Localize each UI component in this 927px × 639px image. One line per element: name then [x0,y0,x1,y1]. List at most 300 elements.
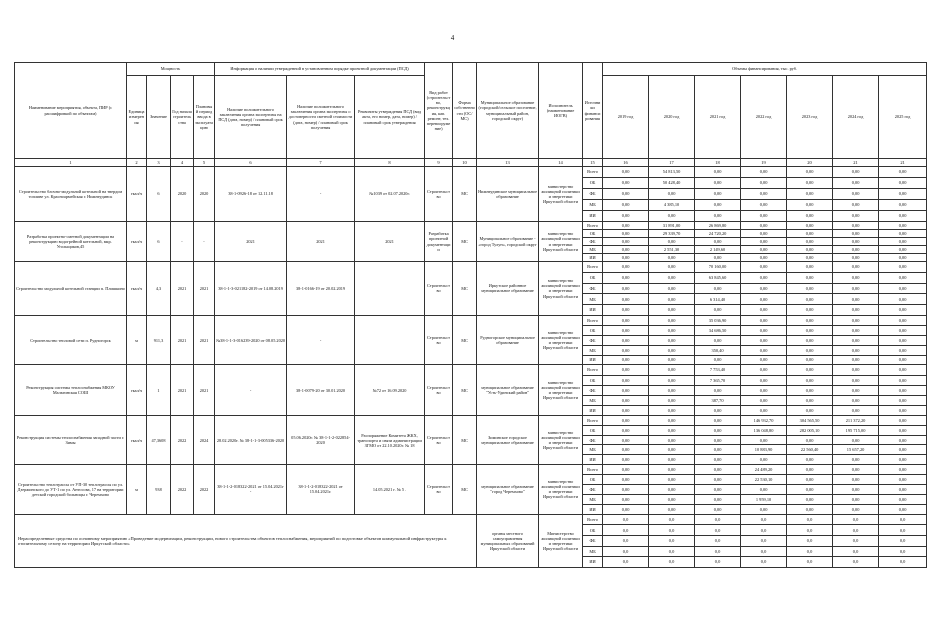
expertise: - [215,365,287,416]
funding-source: МБ [583,246,603,254]
funding-amount: 0,00 [879,230,927,238]
funding-amount: 0,00 [741,355,787,365]
capacity-value: 911,3 [147,315,171,364]
funding-amount: 0,00 [741,246,787,254]
funding-amount: 0,00 [695,484,741,494]
funding-amount: 0,00 [787,325,833,335]
header-approval: Реквизиты утверждения ПСД (вид акта, его номер, дата, номер) / плановый срок утверждения [355,76,425,159]
project-name: Реконструкция системы теплоснабжения западной части г. Зимы [15,416,127,464]
funding-amount: 0,0 [649,536,695,547]
funding-amount: 0,0 [741,514,787,525]
funding-amount: 0,00 [879,396,927,406]
column-number: 14 [539,159,583,167]
approval [355,315,425,364]
funding-amount: 0,00 [603,406,649,416]
funding-amount: 0,0 [879,546,927,557]
funding-amount: 0,0 [787,514,833,525]
municipality: органы местного самоуправления муниципальных образований Иркутской области [477,514,539,567]
funding-source: ФБ [583,335,603,345]
funding-amount: 0,00 [649,211,695,222]
capacity-value: 6 [147,167,171,222]
funding-amount: 15 657,20 [833,445,879,455]
funding-source: Всего [583,365,603,375]
funding-amount: 0,00 [603,464,649,474]
start-year: 2022 [171,464,194,514]
column-number: 15 [583,159,603,167]
funding-amount: 0,00 [741,211,787,222]
funding-amount: 0,00 [603,294,649,305]
reliability: - [287,315,355,364]
funding-source: Всего [583,416,603,426]
reliability: 38-1-1-2-018322-2021 от 15.04.2021г. [287,464,355,514]
funding-amount: 0,00 [787,385,833,395]
table-row [15,262,927,273]
funding-source: ИИ [583,254,603,262]
funding-amount: 0,00 [833,167,879,178]
funding-amount: 0,00 [695,494,741,504]
funding-amount: 0,00 [879,200,927,211]
funding-amount: 0,00 [833,385,879,395]
funding-amount: 0,00 [603,189,649,200]
funding-amount: 26 869,80 [695,222,741,230]
funding-amount: 0,00 [879,254,927,262]
funding-amount: 0,00 [603,211,649,222]
start-year: 2022 [171,416,194,464]
funding-source: МБ [583,396,603,406]
header-year-plan: Плановый период ввода в эксплуатацию [194,76,215,159]
column-number: 16 [603,159,649,167]
funding-amount: 0,00 [649,294,695,305]
funding-amount: 0,00 [603,484,649,494]
header-year: 2022 год [741,76,787,159]
funding-amount: 10 883,90 [741,445,787,455]
column-number: 13 [477,159,539,167]
start-year: 2020 [171,167,194,222]
funding-amount: 0,0 [879,557,927,568]
funding-source: ИИ [583,504,603,514]
funding-amount: 146 932,70 [741,416,787,426]
funding-amount: 70 160,00 [695,262,741,273]
executor: министерство жилищной политики и энергетики Иркутской области [539,262,583,316]
funding-amount: 0,00 [649,406,695,416]
funding-amount: 0,00 [695,504,741,514]
funding-amount: 0,00 [741,484,787,494]
funding-amount: 0,00 [833,238,879,246]
funding-amount: 0,00 [695,435,741,445]
funding-amount: 0,00 [879,365,927,375]
funding-source: Всего [583,262,603,273]
funding-amount: 0,0 [787,525,833,536]
funding-amount: 0,00 [649,504,695,514]
funding-amount: 0,00 [879,272,927,283]
funding-source: ОБ [583,178,603,189]
funding-amount: 0,00 [649,455,695,465]
funding-amount: 0,00 [879,178,927,189]
funding-amount: 0,00 [695,445,741,455]
unit: гкал/ч [127,222,147,262]
funding-amount: 0,00 [603,254,649,262]
funding-amount: 0,00 [649,426,695,436]
ownership: МС [453,464,477,514]
funding-amount: 0,00 [787,335,833,345]
project-name: Строительство блочно-модульной котельной на твердом топливе ул. Красноармейская г. Нижнеудинск [15,167,127,222]
funding-amount: 0,00 [649,355,695,365]
executor: министерство жилищной политики и энергетики Иркутской области [539,365,583,416]
funding-amount: 0,00 [603,396,649,406]
funding-amount: 35 036,90 [695,315,741,325]
funding-amount: 0,00 [695,305,741,316]
funding-amount: 0,0 [695,536,741,547]
column-number: 18 [695,159,741,167]
funding-amount: 0,00 [833,211,879,222]
column-number: 5 [194,159,215,167]
table-row [15,365,927,375]
funding-amount: 0,00 [833,230,879,238]
funding-amount: 0,00 [787,504,833,514]
funding-source: МБ [583,445,603,455]
funding-amount: 0,00 [879,167,927,178]
funding-amount: 0,0 [741,525,787,536]
funding-amount: 0,00 [603,200,649,211]
funding-amount: 0,00 [695,211,741,222]
funding-amount: 0,00 [649,283,695,294]
start-year: 2021 [171,315,194,364]
funding-amount: 0,00 [603,494,649,504]
funding-amount: 0,00 [741,396,787,406]
funding-amount: 0,00 [741,167,787,178]
funding-amount: 0,00 [879,455,927,465]
column-number: 3 [147,159,171,167]
funding-amount: 0,00 [649,238,695,246]
funding-amount: 0,00 [741,272,787,283]
municipality: Иркутское районное муниципальное образование [477,262,539,316]
funding-amount: 0,00 [741,254,787,262]
funding-amount: 0,00 [649,189,695,200]
funding-amount: 0,00 [879,355,927,365]
funding-amount: 0,00 [741,315,787,325]
funding-amount: 1 959,10 [741,494,787,504]
funding-amount: 0,00 [787,246,833,254]
funding-source: ОБ [583,375,603,385]
funding-amount: 0,00 [695,416,741,426]
funding-amount: 0,00 [649,435,695,445]
funding-amount: 0,00 [649,445,695,455]
funding-amount: 0,00 [649,494,695,504]
funding-amount: 0,00 [741,345,787,355]
funding-amount: 6 314,40 [695,294,741,305]
expertise: 38-1-1-3-021182-2019 от 14.08.2019 [215,262,287,316]
funding-amount: 0,00 [695,464,741,474]
expertise: 38-1-1-2-018322-2021 от 15.04.2021г - [215,464,287,514]
funding-amount: 0,00 [787,494,833,504]
funding-amount: 0,0 [649,525,695,536]
reliability: 2021 [287,222,355,262]
funding-amount: 0,00 [695,335,741,345]
executor: министерство жилищной политики и энергетики Иркутской области [539,167,583,222]
funding-amount: 0,0 [833,536,879,547]
financing-table [14,62,911,568]
funding-amount: 0,00 [833,325,879,335]
funding-amount: 0,00 [741,325,787,335]
ownership: МС [453,167,477,222]
funding-amount: 0,00 [741,504,787,514]
funding-amount: 0,00 [649,396,695,406]
work-type: Строительство [425,365,453,416]
reliability: 38-1-0079-20 от 30.01.2020 [287,365,355,416]
column-number: 1 [15,159,127,167]
funding-amount: 50 428,40 [649,178,695,189]
funding-amount: 0,00 [879,484,927,494]
header-year-start: Год начала строительства [171,76,194,159]
funding-amount: 0,00 [879,345,927,355]
funding-amount: 0,00 [603,365,649,375]
header-year: 2019 год [603,76,649,159]
funding-amount: 0,00 [603,272,649,283]
funding-amount: 29 339,70 [649,230,695,238]
header-capacity: Мощность [127,63,215,76]
funding-amount: 0,00 [787,222,833,230]
funding-amount: 0,00 [879,385,927,395]
table-row [15,167,927,178]
funding-amount: 0,00 [833,355,879,365]
work-type: Строительство [425,167,453,222]
funding-amount: 387,70 [695,396,741,406]
funding-amount: 0,00 [603,246,649,254]
funding-amount: 0,00 [695,406,741,416]
funding-amount: 0,00 [879,474,927,484]
project-name: Строительство тепловой сети п. Рудногорск [15,315,127,364]
funding-source: МБ [583,494,603,504]
funding-amount: 0,00 [603,455,649,465]
funding-amount: 0,0 [787,557,833,568]
funding-amount: 0,00 [787,315,833,325]
funding-amount: 0,00 [603,504,649,514]
unallocated-funds-description: Нераспределенные средства по основному мероприятию «Проведение модернизации, реконструкции, нового строительства объектов теплоснабжения, мероприятий по подготовке объектов коммунальной инфраструктуры к отопительному сезону на территории Иркутской области» [15,514,477,567]
work-type: Строительство [425,464,453,514]
column-number: 7 [287,159,355,167]
column-number: 8 [355,159,425,167]
funding-amount: 0,00 [879,406,927,416]
table-row [15,315,927,325]
funding-amount: 2 551,30 [649,246,695,254]
funding-amount: 0,00 [603,355,649,365]
work-type: Строительство [425,416,453,464]
funding-amount: 0,00 [787,355,833,365]
municipality: Рудногорское муниципальное образование [477,315,539,364]
funding-amount: 0,00 [833,246,879,254]
executor: Министерство жилищной политики и энергетики Иркутской области [539,514,583,567]
funding-amount: 0,00 [787,435,833,445]
header-unit: Единица измерения [127,76,147,159]
funding-amount: 0,00 [603,416,649,426]
header-year: 2024 год [833,76,879,159]
funding-amount: 0,00 [833,504,879,514]
unit: м [127,464,147,514]
header-psd-info: Информация о наличии утвержденной в установленном порядке проектной документации (ПСД) [215,63,425,76]
commission-year: 2021 [194,365,215,416]
funding-amount: 0,00 [833,375,879,385]
funding-amount: 0,00 [879,416,927,426]
funding-amount: 0,0 [879,536,927,547]
funding-amount: 0,00 [879,283,927,294]
ownership: МС [453,365,477,416]
funding-amount: 0,0 [695,557,741,568]
funding-source: МБ [583,294,603,305]
commission-year: 2021 [194,262,215,316]
header-source: Источники финансирования [583,63,603,159]
funding-amount: 0,00 [833,484,879,494]
funding-source: ОБ [583,474,603,484]
funding-amount: 0,00 [649,484,695,494]
funding-amount: 0,00 [879,305,927,316]
funding-amount: 0,00 [741,189,787,200]
unit: гкал/ч [127,167,147,222]
column-number: 21 [833,159,879,167]
funding-source: ФБ [583,189,603,200]
funding-amount: 0,00 [879,325,927,335]
funding-amount: 0,00 [741,406,787,416]
funding-amount: 0,00 [695,474,741,484]
funding-amount: 0,00 [787,396,833,406]
funding-amount: 0,00 [603,238,649,246]
funding-amount: 0,00 [879,464,927,474]
funding-amount: 4 385,10 [649,200,695,211]
funding-amount: 0,00 [695,238,741,246]
funding-amount: 0,00 [695,167,741,178]
ownership: МС [453,262,477,316]
work-type: Строительство [425,262,453,316]
funding-source: ФБ [583,283,603,294]
funding-amount: 350,40 [695,345,741,355]
funding-source: ИИ [583,211,603,222]
funding-source: Всего [583,464,603,474]
header-year: 2025 год [879,76,927,159]
reliability: - [287,167,355,222]
funding-amount: 0,00 [879,375,927,385]
funding-amount: 0,00 [879,238,927,246]
funding-amount: 0,00 [741,230,787,238]
municipality: муниципальное образование "город Черемхово" [477,464,539,514]
reliability: 38-1-0166-19 от 20.02.2019 [287,262,355,316]
funding-amount: 0,00 [649,365,695,375]
funding-source: ФБ [583,536,603,547]
header-year: 2023 год [787,76,833,159]
funding-amount: 0,00 [741,178,787,189]
reliability: 05.06.2020г. № 38-1-1-2-022854-2020 [287,416,355,464]
funding-amount: 0,00 [741,294,787,305]
unit: м [127,315,147,364]
funding-amount: 0,00 [741,365,787,375]
header-executor: Исполнитель (наименование ИОГВ) [539,63,583,159]
funding-amount: 0,00 [741,283,787,294]
funding-amount: 0,00 [695,189,741,200]
capacity-value: 47,3608 [147,416,171,464]
funding-amount: 0,00 [603,230,649,238]
funding-amount: 0,00 [741,200,787,211]
funding-amount: 0,00 [741,238,787,246]
funding-amount: 0,00 [741,262,787,273]
funding-amount: 0,00 [787,167,833,178]
funding-amount: 0,0 [879,525,927,536]
funding-amount: 0,00 [787,305,833,316]
funding-amount: 0,00 [879,189,927,200]
commission-year: 2024 [194,416,215,464]
column-number: 17 [649,159,695,167]
funding-amount: 0,00 [833,272,879,283]
project-name: Строительство теплотрассы от УП-30 теплотрассы по ул. Дзержинского до УТ-1 по ул. Антосова, 17 на территории детской городской больницы г. Черемхово [15,464,127,514]
column-number-row [15,159,927,167]
funding-amount: 0,00 [833,189,879,200]
funding-source: Всего [583,514,603,525]
funding-amount: 0,00 [833,455,879,465]
funding-amount: 0,00 [695,178,741,189]
header-reliability: Наличие положительного заключения органа экспертизы о достоверности сметной стоимости (дата, номер) / плановый срок получения [287,76,355,159]
column-number: 6 [215,159,287,167]
funding-amount: 0,00 [741,375,787,385]
funding-amount: 0,00 [695,283,741,294]
funding-amount: 0,00 [879,262,927,273]
funding-amount: 24 489,20 [741,464,787,474]
project-name: Разработка проектно-сметной документации на реконструкцию водогрейной котельной, мкр. Угольщиков,45 [15,222,127,262]
funding-amount: 0,00 [833,396,879,406]
funding-amount: 0,00 [741,455,787,465]
funding-source: ФБ [583,238,603,246]
funding-amount: 0,0 [787,546,833,557]
funding-amount: 0,00 [833,365,879,375]
header-ownership: Форма собственности (ОС/МС) [453,63,477,159]
funding-amount: 0,00 [649,474,695,484]
funding-amount: 22 560,40 [787,445,833,455]
approval: 14.05.2021 г. № 5 . [355,464,425,514]
column-number: 9 [425,159,453,167]
funding-amount: 0,0 [603,557,649,568]
header-value: Значение [147,76,171,159]
header-municipality: Муниципальное образование (городской/сельское поселение, муниципальный район, городской округ) [477,63,539,159]
project-name: Реконструкция системы теплоснабжения МКОУ Мальтинская СОШ [15,365,127,416]
table-row [15,514,927,525]
work-type: Разработка проектной документации [425,222,453,262]
funding-source: ИИ [583,355,603,365]
funding-amount: 0,00 [741,305,787,316]
funding-amount: 0,00 [603,345,649,355]
funding-source: Всего [583,315,603,325]
funding-source: ИИ [583,557,603,568]
funding-amount: 7 753,40 [695,365,741,375]
funding-amount: 0,00 [695,254,741,262]
funding-amount: 0,00 [787,365,833,375]
header-financing: Объемы финансирования, тыс. руб. [603,63,927,76]
funding-amount: 0,00 [879,246,927,254]
capacity-value: 4,3 [147,262,171,316]
approval [355,262,425,316]
funding-amount: 0,0 [833,514,879,525]
expertise: 2021 [215,222,287,262]
funding-amount: 0,00 [833,335,879,345]
funding-amount: 0,00 [649,375,695,385]
municipality: муниципальное образование "Усть-Удинский район" [477,365,539,416]
funding-source: МБ [583,345,603,355]
approval: №72 от 16.09.2020 [355,365,425,416]
funding-amount: 0,0 [603,514,649,525]
ownership: МС [453,416,477,464]
funding-amount: 0,00 [649,464,695,474]
start-year: 2021 [171,262,194,316]
unit: гкал/ч [127,365,147,416]
funding-amount: 0,00 [741,435,787,445]
funding-source: Всего [583,167,603,178]
funding-source: ФБ [583,435,603,445]
funding-amount: 0,00 [787,375,833,385]
